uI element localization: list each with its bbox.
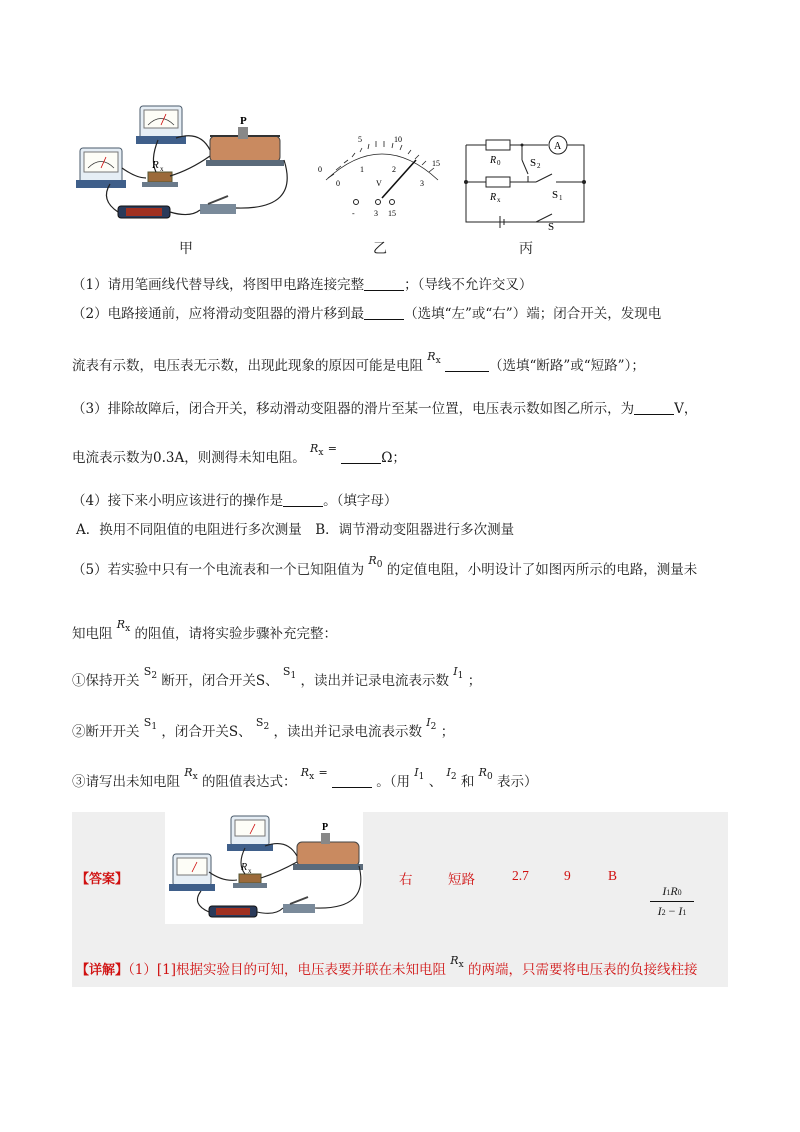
- r0-sub: 0: [497, 159, 501, 167]
- blank-3b: [341, 449, 381, 464]
- voltmeter-dial-yi: [312, 128, 452, 218]
- answer-5: B: [608, 868, 618, 883]
- blank-2a: [364, 305, 404, 320]
- question-4-options: A．换用不同阻值的电阻进行多次测量 B．调节滑动变阻器进行多次测量: [76, 522, 515, 538]
- r0-label: R: [490, 155, 497, 166]
- answer-2: 短路: [448, 872, 475, 887]
- scale-inner-0: 0: [336, 179, 340, 188]
- math-rx: Rx: [427, 350, 441, 366]
- blank-4: [283, 492, 323, 507]
- s2-sub: 2: [537, 162, 541, 170]
- caption-yi: 乙: [373, 241, 387, 257]
- answer-1: 右: [399, 872, 413, 887]
- blank-step3: [332, 773, 372, 788]
- scale-unit: V: [376, 179, 382, 188]
- scale-outer-5: 5: [358, 135, 362, 144]
- question-5a: （5）若实验中只有一个电流表和一个已知阻值为 $^{R_0}$ 的定值电阻，小明设计了如图丙所示的电路，测量未: [72, 554, 698, 578]
- scale-outer-10: 10: [394, 135, 402, 144]
- blank-1: [364, 276, 404, 291]
- answer-label-p: P: [322, 822, 329, 833]
- scale-outer-15: 15: [432, 159, 440, 168]
- s-label: S: [548, 221, 555, 230]
- s2-label: S: [530, 157, 537, 169]
- answer-label-rx-sub: x: [248, 867, 252, 875]
- question-3b: 电流表示数为0.3A，则测得未知电阻。 $^{R_x}$ = Ω；: [72, 442, 406, 466]
- step-2: ②断开开关 $^{S_1}$ ，闭合开关S、 $^{S_2}$ ，读出并记录电流表示数 $^{I_2}$ ；: [72, 716, 455, 740]
- answer-formula: I1R0 I2 − I1: [650, 884, 694, 919]
- math-i1-b: I1: [414, 766, 425, 782]
- math-i2: I2: [426, 716, 437, 732]
- scale-outer-0: 0: [318, 165, 322, 174]
- terminal-minus: -: [352, 209, 355, 218]
- s1-label: S: [552, 189, 559, 201]
- question-4: （4）接下来小明应该进行的操作是 。（填字母）: [72, 493, 398, 509]
- answer-circuit-image: [165, 812, 363, 924]
- math-s2-b: S2: [255, 716, 270, 732]
- terminal-15: 15: [388, 209, 396, 218]
- rx-sub: x: [497, 196, 501, 204]
- blank-3a: [634, 400, 674, 415]
- scale-inner-1: 1: [360, 165, 364, 174]
- rx-label: R: [490, 192, 497, 203]
- question-5b: 知电阻 $^{R_x}$ 的阻值，请将实验步骤补充完整：: [72, 618, 337, 642]
- step-3: ③请写出未知电阻 $^{R_x}$ 的阻值表达式： $^{R_x}$ = 。（用 $^{I_1}$ 、 $^{I_2}$ 和 $^{R_0}$ 表示）: [72, 766, 538, 790]
- figure-row: [0, 100, 800, 270]
- math-s2: S2: [143, 665, 158, 681]
- math-rx-detail: Rx: [450, 954, 464, 970]
- scale-inner-3: 3: [420, 179, 424, 188]
- caption-bing: 丙: [519, 241, 533, 257]
- answer-label-rx: R: [241, 862, 248, 873]
- math-s1: S1: [282, 665, 297, 681]
- label-rx-sub: x: [160, 165, 164, 173]
- ammeter-symbol: A: [554, 141, 562, 152]
- question-2b: 流表有示数，电压表无示数，出现此现象的原因可能是电阻 $^{R_x}$ （选填“断路”或“短路”）；: [72, 350, 645, 374]
- answer-label: 【答案】: [76, 872, 129, 887]
- terminal-3: 3: [374, 209, 378, 218]
- blank-2b: [445, 357, 489, 372]
- math-rx-2: Rx: [310, 442, 324, 458]
- detail-line: 【详解】（1）[1]根据实验目的可知，电压表要并联在未知电阻 $^{R_x}$ 的两端，只需要将电压表的负接线柱接: [76, 954, 698, 978]
- answer-4: 9: [564, 868, 571, 883]
- math-r0-b: R0: [478, 766, 493, 782]
- question-1: （1）请用笔画线代替导线，将图甲电路连接完整 ；（导线不允许交叉）: [72, 277, 533, 293]
- s1-sub: 1: [559, 194, 563, 202]
- math-rx-4: Rx: [184, 766, 198, 782]
- math-r0: R0: [368, 554, 383, 570]
- math-i2-b: I2: [446, 766, 457, 782]
- math-rx-5: Rx: [300, 766, 315, 782]
- circuit-photo-jia: [70, 100, 310, 230]
- question-3a: （3）排除故障后，闭合开关，移动滑动变阻器的滑片至某一位置，电压表示数如图乙所示，为 V，: [72, 401, 698, 417]
- answer-3: 2.7: [512, 868, 529, 883]
- label-rx: R: [152, 159, 159, 171]
- question-2a: （2）电路接通前，应将滑动变阻器的滑片移到最 （选填“左”或“右”）端；闭合开关，发现电: [72, 306, 662, 322]
- caption-jia: 甲: [179, 241, 193, 257]
- math-rx-3: Rx: [116, 618, 131, 634]
- circuit-diagram-bing: [456, 130, 596, 230]
- math-s1-b: S1: [143, 716, 158, 732]
- label-p: P: [240, 115, 247, 127]
- scale-inner-2: 2: [392, 165, 396, 174]
- math-i1: I1: [453, 665, 464, 681]
- step-1: ①保持开关 $^{S_2}$ 断开，闭合开关S、 $^{S_1}$ ，读出并记录电流表示数 $^{I_1}$ ；: [72, 665, 482, 689]
